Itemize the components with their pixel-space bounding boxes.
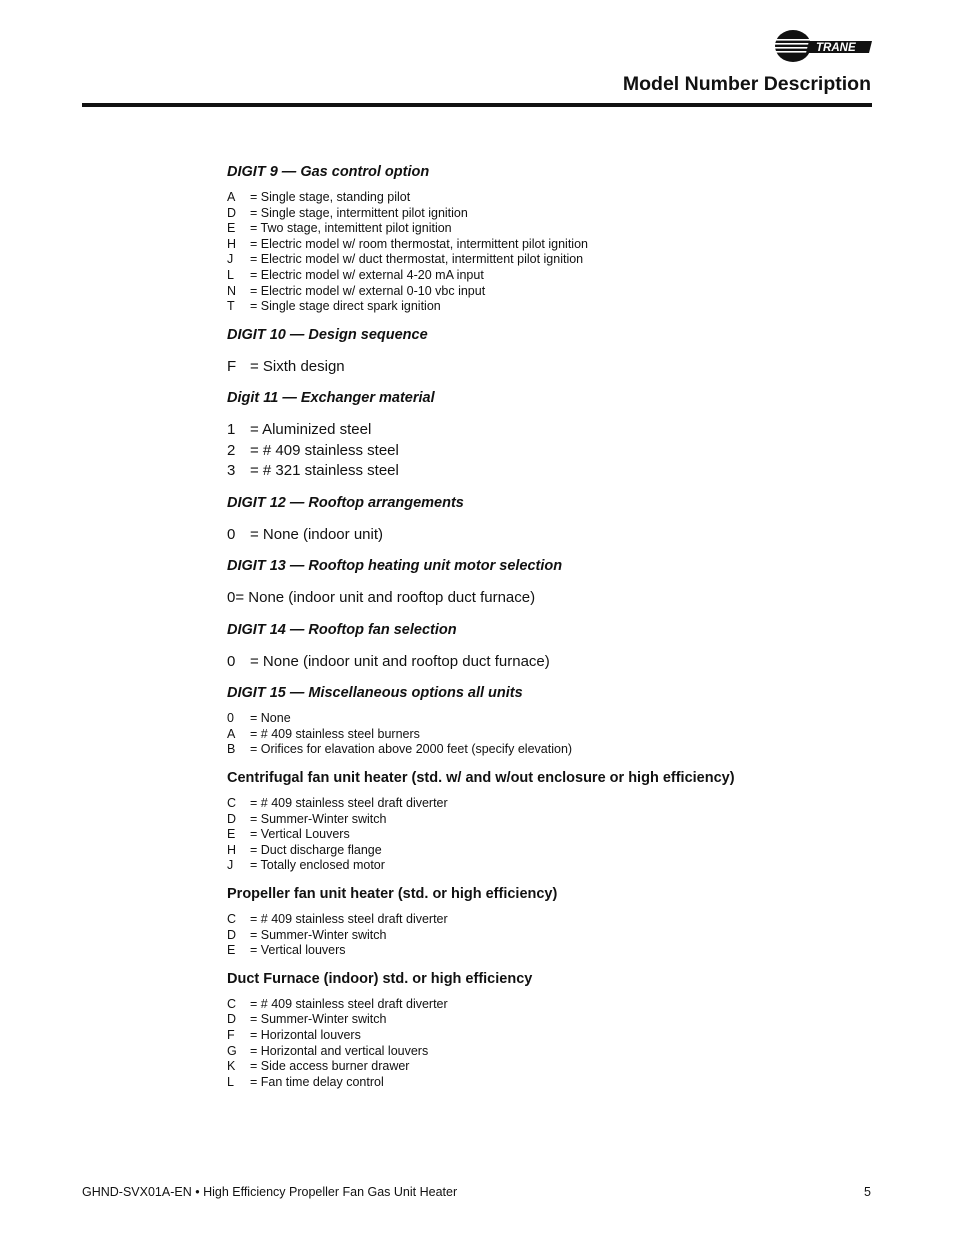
option-description: = Orifices for elavation above 2000 feet (specify elevation): [250, 742, 573, 757]
option-item: [227, 796, 867, 812]
option-code: 0: [227, 711, 234, 726]
option-item: [227, 221, 867, 237]
option-item: [227, 588, 867, 609]
option-description: = # 321 stainless steel: [250, 462, 399, 480]
option-item: [227, 1028, 867, 1044]
option-section: [227, 493, 867, 546]
section-heading: DIGIT 10 — Design sequence: [227, 326, 428, 343]
option-description: = Electric model w/ room thermostat, intermittent pilot ignition: [250, 236, 588, 251]
option-code: N: [227, 283, 237, 298]
option-list: [227, 588, 867, 609]
option-description: = Totally enclosed motor: [250, 858, 385, 873]
option-description: = Single stage direct spark ignition: [250, 299, 441, 314]
option-item: [227, 190, 867, 206]
section-heading: Propeller fan unit heater (std. or high efficiency): [227, 886, 558, 902]
option-code: E: [227, 221, 236, 236]
option-code: G: [227, 1043, 237, 1058]
option-code: F: [227, 357, 237, 375]
option-item: [227, 525, 867, 546]
option-code: E: [227, 943, 236, 958]
option-section: [227, 768, 867, 874]
option-item: [227, 843, 867, 859]
option-list: [227, 420, 867, 482]
footer-doc-info: GHND-SVX01A-EN • High Efficiency Propeller Fan Gas Unit Heater: [82, 1185, 458, 1199]
option-code: L: [227, 267, 234, 282]
option-item: [227, 237, 867, 253]
option-item: [227, 1012, 867, 1028]
option-section: [227, 620, 867, 673]
option-list: [227, 796, 867, 874]
option-section: [227, 556, 867, 609]
option-item: [227, 742, 867, 758]
option-code: F: [227, 1027, 235, 1042]
option-list: [227, 652, 867, 673]
option-description: = Summer-Winter switch: [250, 811, 387, 826]
option-item: [227, 299, 867, 315]
option-list: [227, 525, 867, 546]
option-code: A: [227, 726, 236, 741]
model-number-content: [227, 162, 867, 1100]
option-list: [227, 912, 867, 959]
option-list: [227, 190, 867, 315]
option-description: 0= None (indoor unit and rooftop duct furnace): [227, 589, 536, 607]
section-heading: Centrifugal fan unit heater (std. w/ and w/out enclosure or high efficiency): [227, 770, 735, 787]
option-item: [227, 652, 867, 673]
option-section: [227, 162, 867, 315]
option-item: [227, 420, 867, 441]
option-description: = None (indoor unit and rooftop duct furnace): [250, 652, 550, 670]
option-description: = Two stage, intemittent pilot ignition: [250, 221, 452, 236]
option-description: = Duct discharge flange: [250, 842, 382, 857]
option-section: [227, 683, 867, 758]
option-description: = # 409 stainless steel draft diverter: [250, 912, 448, 926]
option-code: A: [227, 190, 236, 204]
option-code: D: [227, 811, 237, 826]
option-description: = Summer-Winter switch: [250, 1012, 387, 1027]
option-code: B: [227, 742, 236, 757]
option-item: [227, 1075, 867, 1091]
option-list: [227, 997, 867, 1091]
option-code: J: [227, 858, 234, 873]
option-item: [227, 441, 867, 462]
option-code: T: [227, 299, 235, 314]
option-description: = Aluminized steel: [250, 421, 372, 439]
page-title: Model Number Description: [622, 73, 871, 95]
option-description: = Horizontal louvers: [250, 1027, 361, 1042]
option-item: [227, 912, 867, 928]
option-code: E: [227, 827, 236, 842]
option-description: = Electric model w/ external 4-20 mA input: [250, 267, 484, 282]
option-code: L: [227, 1074, 234, 1089]
option-item: [227, 858, 867, 874]
option-section: [227, 969, 867, 1091]
option-description: = None (indoor unit): [250, 525, 383, 543]
option-code: D: [227, 1012, 237, 1027]
option-code: C: [227, 912, 237, 926]
section-heading: DIGIT 14 — Rooftop fan selection: [227, 621, 457, 638]
option-description: = Single stage, standing pilot: [250, 190, 411, 204]
option-description: = # 409 stainless steel draft diverter: [250, 996, 448, 1011]
section-heading: DIGIT 9 — Gas control option: [227, 164, 430, 180]
section-heading: DIGIT 15 — Miscellaneous options all units: [227, 685, 523, 702]
option-description: = Sixth design: [250, 357, 345, 375]
option-item: [227, 812, 867, 828]
option-code: C: [227, 996, 237, 1011]
option-description: = Summer-Winter switch: [250, 927, 387, 942]
option-description: = Electric model w/ duct thermostat, intermittent pilot ignition: [250, 252, 584, 267]
option-item: [227, 252, 867, 268]
option-code: 1: [227, 421, 236, 439]
option-description: = # 409 stainless steel: [250, 441, 399, 459]
option-item: [227, 711, 867, 727]
option-item: [227, 206, 867, 222]
option-code: C: [227, 796, 237, 811]
option-description: = # 409 stainless steel burners: [250, 726, 420, 741]
title-rule: [82, 103, 872, 107]
option-description: = Electric model w/ external 0-10 vbc input: [250, 283, 486, 298]
option-description: = Vertical Louvers: [250, 827, 350, 842]
option-item: [227, 827, 867, 843]
option-item: [227, 357, 867, 378]
option-code: J: [227, 252, 234, 267]
option-description: = Fan time delay control: [250, 1074, 384, 1089]
footer-page-number: 5: [864, 1185, 871, 1199]
option-code: 0: [227, 525, 236, 543]
option-list: [227, 357, 867, 378]
option-code: H: [227, 236, 237, 251]
option-section: [227, 325, 867, 378]
section-heading: DIGIT 12 — Rooftop arrangements: [227, 494, 464, 511]
option-code: H: [227, 842, 237, 857]
option-item: [227, 1059, 867, 1075]
option-description: = Vertical louvers: [250, 943, 346, 958]
option-list: [227, 711, 867, 758]
option-item: [227, 461, 867, 482]
option-description: = Horizontal and vertical louvers: [250, 1043, 429, 1058]
section-heading: Digit 11 — Exchanger material: [227, 390, 435, 407]
option-section: [227, 388, 867, 482]
logo-wordmark: TRANE: [816, 42, 856, 54]
trane-logo: [773, 28, 873, 64]
option-item: [227, 727, 867, 743]
option-item: [227, 1044, 867, 1060]
option-description: = Single stage, intermittent pilot ignition: [250, 205, 468, 220]
option-code: K: [227, 1059, 236, 1074]
section-heading: Duct Furnace (indoor) std. or high efficiency: [227, 970, 533, 987]
option-code: 0: [227, 652, 236, 670]
option-description: = None: [250, 711, 291, 726]
option-item: [227, 943, 867, 959]
option-code: D: [227, 927, 237, 942]
option-item: [227, 928, 867, 944]
option-section: [227, 884, 867, 959]
option-code: 2: [227, 441, 236, 459]
option-item: [227, 268, 867, 284]
option-item: [227, 997, 867, 1013]
option-description: = # 409 stainless steel draft diverter: [250, 796, 448, 811]
option-description: = Side access burner drawer: [250, 1059, 410, 1074]
section-heading: DIGIT 13 — Rooftop heating unit motor selection: [227, 558, 563, 575]
option-code: D: [227, 205, 237, 220]
option-code: 3: [227, 462, 236, 480]
option-item: [227, 284, 867, 300]
